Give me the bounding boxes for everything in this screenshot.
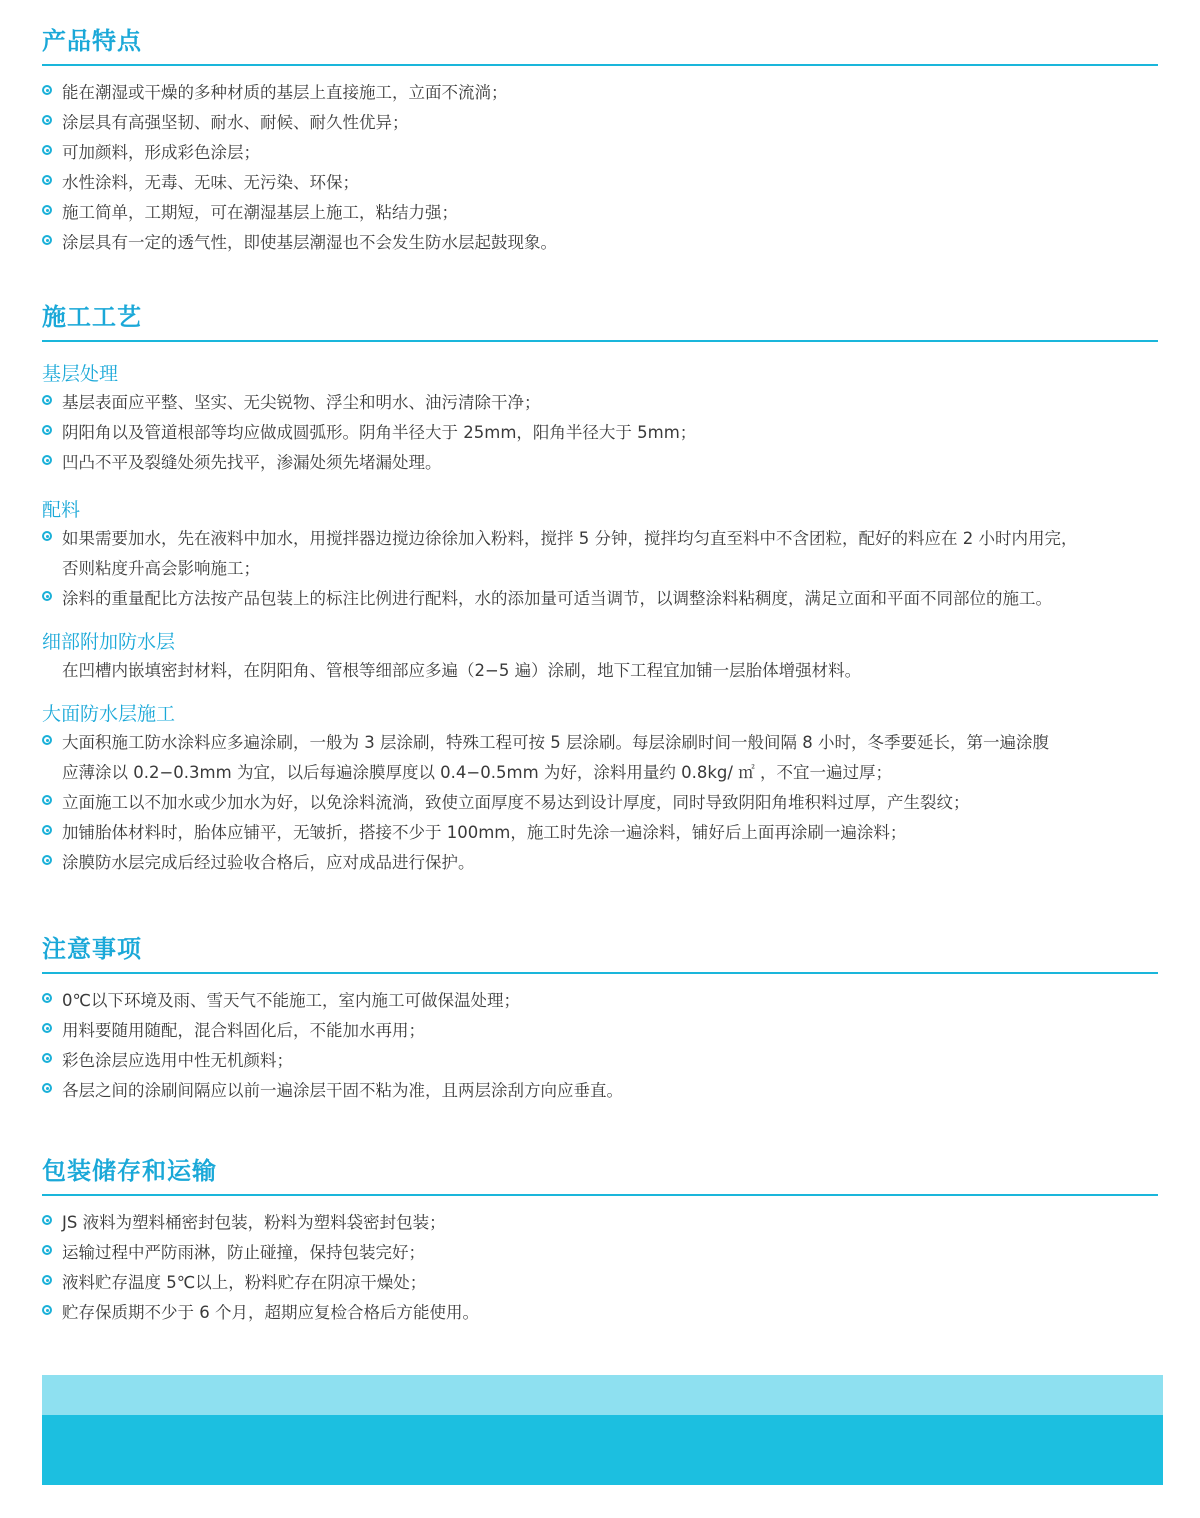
list-item-text: 立面施工以不加水或少加水为好，以免涂料流淌，致使立面厚度不易达到设计厚度，同时导致阴阳角堆积料过厚，产生裂纹； — [62, 793, 970, 812]
list-item — [42, 78, 1162, 108]
list-item — [42, 198, 1162, 228]
section-divider — [42, 340, 1158, 342]
bullet-icon — [42, 591, 52, 601]
list-item-text: 大面积施工防水涂料应多遍涂刷，一般为 3 层涂刷，特殊工程可按 5 层涂刷。每层涂刷时间一般间隔 8 小时，冬季要延长，第一遍涂腹 — [62, 733, 1049, 752]
list-item — [42, 448, 1162, 478]
detail-text: 在凹槽内嵌填密封材料，在阴阳角、管根等细部应多遍（2−5 遍）涂刷，地下工程宜加铺一层胎体增强材料。 — [62, 661, 862, 680]
process-section — [42, 302, 1162, 878]
list-item-text: 液料贮存温度 5℃以上，粉料贮存在阴凉干燥处； — [62, 1273, 427, 1292]
mix-subtitle: 配料 — [42, 499, 81, 521]
list-item-text: 涂层具有一定的透气性，即使基层潮湿也不会发生防水层起鼓现象。 — [62, 233, 557, 252]
bullet-icon — [42, 235, 52, 245]
list-item-text: 可加颜料，形成彩色涂层； — [62, 143, 260, 162]
list-item-text: 水性涂料，无毒、无味、无污染、环保； — [62, 173, 359, 192]
bullet-icon — [42, 1053, 52, 1063]
list-item-text: 用料要随用随配，混合料固化后，不能加水再用； — [62, 1021, 425, 1040]
bullet-icon — [42, 825, 52, 835]
section-divider — [42, 1194, 1158, 1196]
large-subsection — [42, 700, 1162, 878]
list-item — [42, 1076, 1162, 1106]
list-item-text: 运输过程中严防雨淋，防止碰撞，保持包装完好； — [62, 1243, 425, 1262]
bullet-icon — [42, 175, 52, 185]
list-item — [42, 228, 1162, 258]
footer-band-dark — [42, 1415, 1163, 1485]
bullet-icon — [42, 993, 52, 1003]
list-item-text: 否则粘度升高会影响施工； — [62, 559, 260, 578]
list-item-text: 阴阳角以及管道根部等均应做成圆弧形。阴角半径大于 25mm，阳角半径大于 5mm； — [62, 423, 697, 442]
list-item — [42, 1208, 1162, 1238]
list-item — [42, 138, 1162, 168]
bullet-icon — [42, 145, 52, 155]
list-item — [42, 388, 1162, 418]
list-item-text: 能在潮湿或干燥的多种材质的基层上直接施工，立面不流淌； — [62, 83, 508, 102]
mix-subsection — [42, 496, 1162, 614]
bullet-icon — [42, 735, 52, 745]
bullet-icon — [42, 1275, 52, 1285]
bullet-icon — [42, 795, 52, 805]
bullet-icon — [42, 115, 52, 125]
list-item — [42, 168, 1162, 198]
list-item — [42, 788, 1162, 818]
bullet-icon — [42, 455, 52, 465]
features-title: 产品特点 — [42, 27, 142, 55]
section-divider — [42, 972, 1158, 974]
list-item-text: 凹凸不平及裂缝处须先找平，渗漏处须先堵漏处理。 — [62, 453, 442, 472]
list-item-text: 应薄涂以 0.2−0.3mm 为宜，以后每遍涂膜厚度以 0.4−0.5mm 为好，涂料用量约 0.8kg/ ㎡ ，不宜一遍过厚； — [62, 763, 892, 782]
list-item-text: 贮存保质期不少于 6 个月，超期应复检合格后方能使用。 — [62, 1303, 479, 1322]
notes-title: 注意事项 — [42, 935, 142, 963]
detail-subsection — [42, 628, 1162, 686]
bullet-icon — [42, 1245, 52, 1255]
features-section — [42, 26, 1162, 258]
list-item-text: 基层表面应平整、坚实、无尖锐物、浮尘和明水、油污清除干净； — [62, 393, 541, 412]
list-item-text: 涂层具有高强坚韧、耐水、耐候、耐久性优异； — [62, 113, 409, 132]
list-item — [42, 986, 1162, 1016]
list-item-text: 涂料的重量配比方法按产品包装上的标注比例进行配料，水的添加量可适当调节，以调整涂料粘稠度，满足立面和平面不同部位的施工。 — [62, 589, 1052, 608]
bullet-icon — [42, 395, 52, 405]
detail-subtitle: 细部附加防水层 — [42, 631, 176, 653]
bullet-icon — [42, 205, 52, 215]
bullet-icon — [42, 1083, 52, 1093]
list-item-text: 加铺胎体材料时，胎体应铺平，无皱折，搭接不少于 100mm，施工时先涂一遍涂料，铺好后上面再涂刷一遍涂料； — [62, 823, 907, 842]
base-subtitle: 基层处理 — [42, 363, 119, 385]
base-subsection — [42, 360, 1162, 478]
list-item — [42, 1238, 1162, 1268]
list-item-text: 涂膜防水层完成后经过验收合格后，应对成品进行保护。 — [62, 853, 475, 872]
footer-band-light — [42, 1375, 1163, 1415]
process-title: 施工工艺 — [42, 303, 142, 331]
notes-list — [42, 986, 1162, 1106]
bullet-icon — [42, 1023, 52, 1033]
list-item — [42, 418, 1162, 448]
bullet-icon — [42, 85, 52, 95]
list-item — [42, 1268, 1162, 1298]
section-divider — [42, 64, 1158, 66]
list-item-text: 0℃以下环境及雨、雪天气不能施工，室内施工可做保温处理； — [62, 991, 521, 1010]
bullet-icon — [42, 855, 52, 865]
list-item-text: 施工简单，工期短，可在潮湿基层上施工，粘结力强； — [62, 203, 458, 222]
bullet-icon — [42, 425, 52, 435]
list-item — [42, 848, 1162, 878]
bullet-icon — [42, 1305, 52, 1315]
bullet-icon — [42, 531, 52, 541]
list-item-text: 彩色涂层应选用中性无机颜料； — [62, 1051, 293, 1070]
storage-list — [42, 1208, 1162, 1328]
list-item — [42, 818, 1162, 848]
list-item-text: 各层之间的涂刷间隔应以前一遍涂层干固不粘为准，且两层涂刮方向应垂直。 — [62, 1081, 623, 1100]
list-item — [42, 728, 1162, 788]
list-item-text: 如果需要加水，先在液料中加水，用搅拌器边搅边徐徐加入粉料，搅拌 5 分钟，搅拌均匀直至料中不含团粒，配好的料应在 2 小时内用完， — [62, 529, 1078, 548]
list-item-text: JS 液料为塑料桶密封包装，粉料为塑料袋密封包装； — [62, 1213, 446, 1232]
storage-section — [42, 1156, 1162, 1328]
list-item — [42, 524, 1162, 584]
features-list — [42, 78, 1162, 258]
list-item — [42, 1046, 1162, 1076]
list-item — [42, 584, 1162, 614]
list-item — [42, 108, 1162, 138]
large-subtitle: 大面防水层施工 — [42, 703, 176, 725]
list-item — [42, 1016, 1162, 1046]
bullet-icon — [42, 1215, 52, 1225]
storage-title: 包装储存和运输 — [42, 1157, 217, 1185]
list-item — [42, 1298, 1162, 1328]
notes-section — [42, 934, 1162, 1106]
